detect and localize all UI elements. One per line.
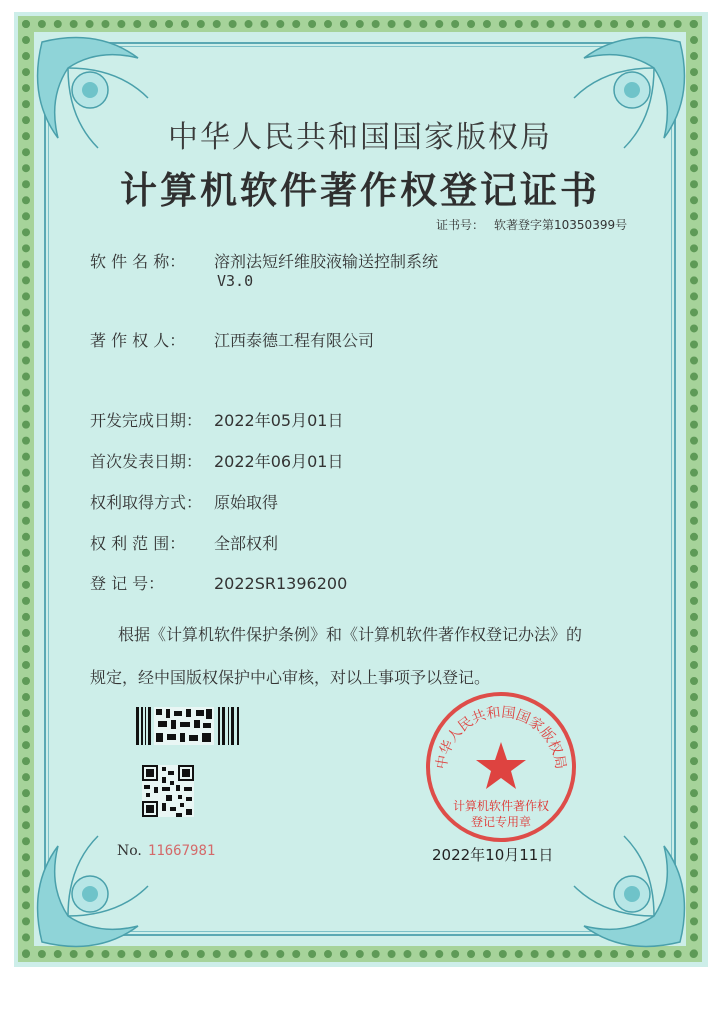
- official-seal: [424, 690, 578, 844]
- first-publication-date-value: 2022年06月01日: [214, 452, 344, 471]
- acquisition-method-value: 原始取得: [214, 493, 279, 512]
- certificate-number-value: 软著登字第10350399号: [494, 218, 628, 232]
- issue-date: 2022年10月11日: [432, 846, 554, 864]
- certificate-number-label: 证书号：: [436, 218, 485, 232]
- certificate-number: [436, 216, 627, 233]
- dev-completion-date-label: 开发完成日期：: [90, 411, 203, 430]
- first-publication-date-label: 首次发表日期：: [90, 452, 203, 471]
- copyright-holder-value: 江西泰德工程有限公司: [214, 331, 375, 350]
- serial-value: 11667981: [147, 843, 216, 859]
- statement-line-2: 规定，经中国版权保护中心审核，对以上事项予以登记。: [90, 668, 491, 687]
- rights-scope-row: [90, 531, 278, 554]
- certificate-title: 计算机软件著作权登记证书: [120, 169, 600, 212]
- serial-prefix: No.: [117, 843, 142, 859]
- acquisition-method-label: 权利取得方式：: [90, 493, 203, 512]
- software-name-label: 软 件 名 称：: [90, 252, 186, 271]
- software-version: V3.0: [217, 272, 254, 290]
- issuer-heading: 中华人民共和国国家版权局: [168, 120, 552, 155]
- software-name-row: [90, 249, 438, 272]
- copyright-holder-row: [90, 328, 374, 351]
- dev-completion-date-row: [90, 408, 343, 431]
- software-name-value: 溶剂法短纤维胶液输送控制系统: [214, 252, 439, 271]
- seal-line-2: 登记专用章: [470, 815, 532, 829]
- barcode: [136, 707, 242, 745]
- statement-line-1: 根据《计算机软件保护条例》和《计算机软件著作权登记办法》的: [118, 625, 583, 644]
- rights-scope-value: 全部权利: [214, 534, 279, 553]
- rights-scope-label: 权 利 范 围：: [90, 534, 186, 553]
- acquisition-method-row: [90, 490, 278, 513]
- first-publication-date-row: [90, 449, 343, 472]
- registration-statement: [90, 613, 650, 699]
- registration-number-row: [90, 571, 347, 594]
- serial-number: [117, 843, 215, 859]
- dev-completion-date-value: 2022年05月01日: [214, 411, 344, 430]
- copyright-holder-label: 著 作 权 人：: [90, 331, 186, 350]
- registration-number-value: 2022SR1396200: [214, 574, 348, 593]
- qr-code: [142, 765, 194, 817]
- corner-ornament-bottom-left: [28, 816, 168, 956]
- registration-number-label: 登 记 号：: [90, 574, 165, 593]
- seal-arc-text: 中华人民共和国国家版权局: [433, 704, 569, 771]
- seal-line-1: 计算机软件著作权: [452, 799, 550, 813]
